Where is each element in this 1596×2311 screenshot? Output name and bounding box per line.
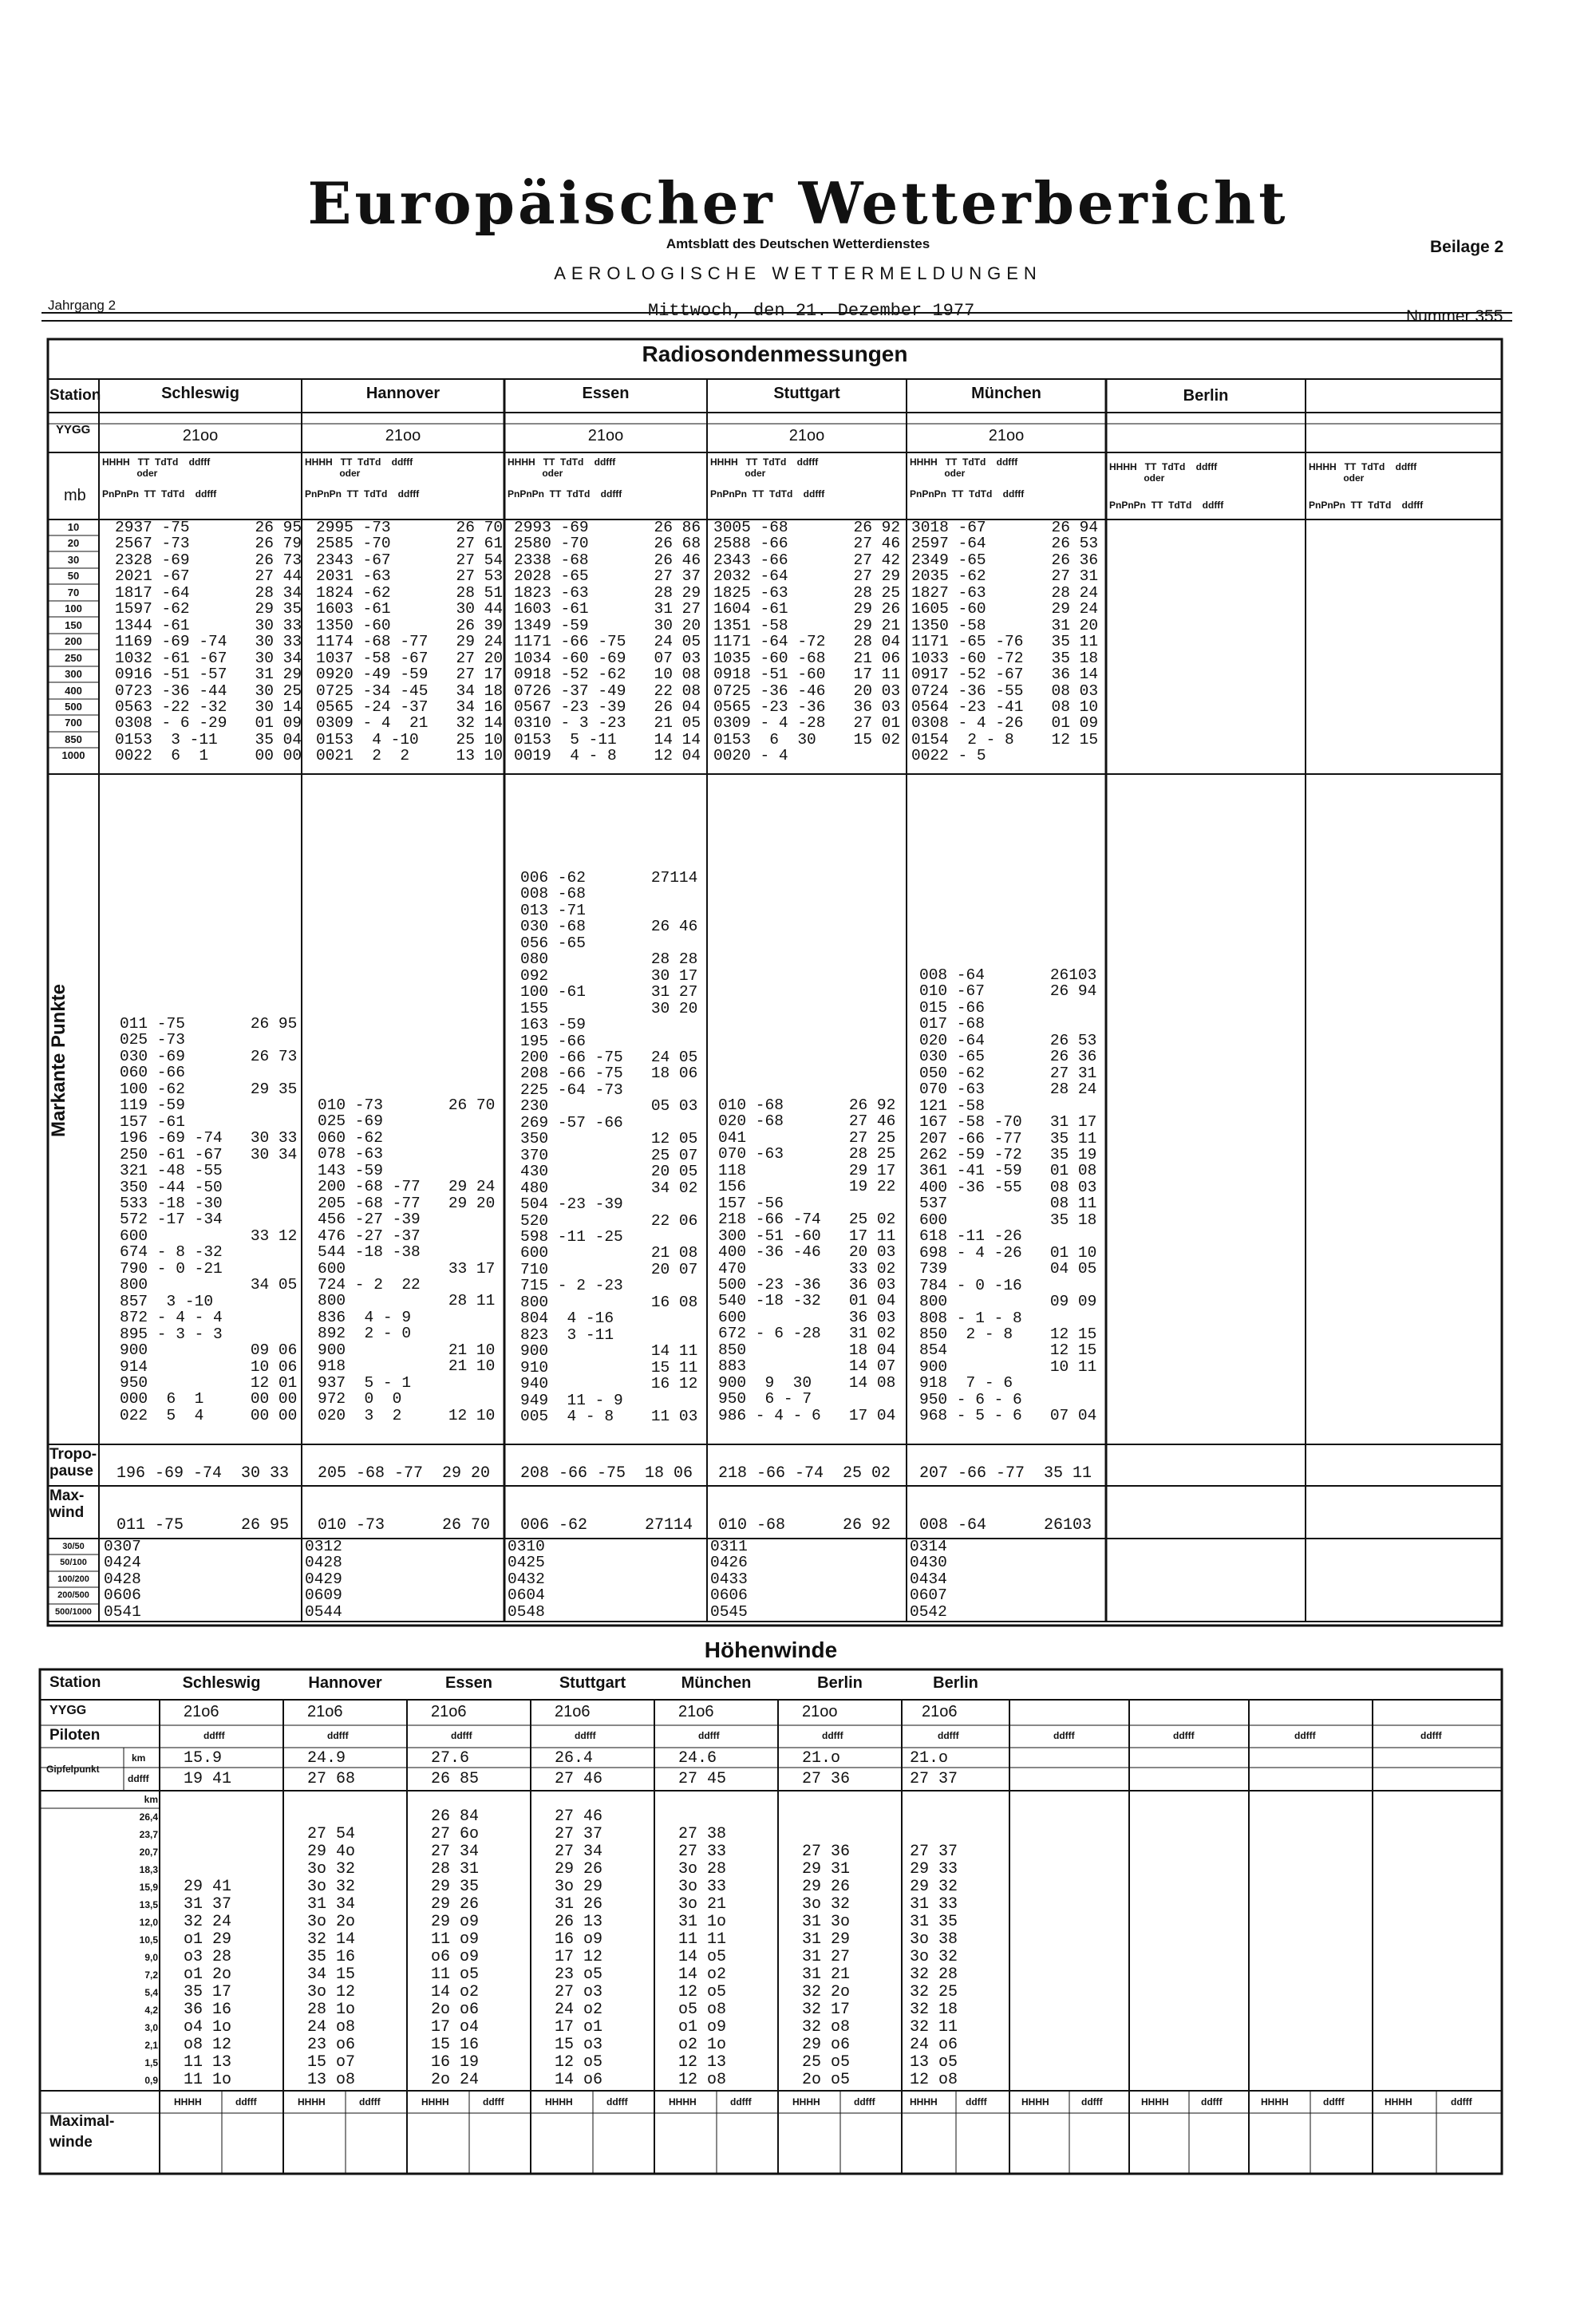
station-name: Berlin <box>1183 387 1229 405</box>
hhhh-head: HHHH <box>421 2096 449 2108</box>
wind-station-name: Schleswig <box>182 1674 261 1692</box>
column-header-bottom: PnPnPn TT TdTd ddfff <box>1309 500 1424 511</box>
hhhh-head: HHHH <box>174 2096 202 2108</box>
gipfel-km: 27.6 <box>431 1749 470 1768</box>
wind-level: 20,7 <box>139 1847 158 1858</box>
wind-station-name: Berlin <box>933 1674 978 1692</box>
wind-values: 27 37 29 33 29 32 31 33 31 35 3o 38 3o 32 32 28 32 25 32 18 32 11 24 o6 13 o5 12 o8 <box>910 1843 958 2089</box>
column-header-bottom: PnPnPn TT TdTd ddfff <box>305 488 420 500</box>
ddfff-head: ddfff <box>938 1730 959 1741</box>
station-shear: 0307 0424 0428 0606 0541 <box>104 1538 141 1621</box>
ddfff-head: ddfff <box>606 2096 628 2108</box>
issue-number: Nummer 355 <box>1406 307 1503 326</box>
station-tropopause: 196 -69 -74 30 33 <box>117 1464 290 1483</box>
level-20: 20 <box>67 537 80 550</box>
yygg-label: YYGG <box>56 423 91 437</box>
ddfff-head: ddfff <box>451 1730 472 1741</box>
ddfff-head: ddfff <box>203 1730 225 1741</box>
station-significant-points: 006 -62 27114 008 -68 013 -71 030 -68 26 46 056 -65 080 28 28 092 30 17 100 -61 31 27 155 30 20 163 -59 195 -66 200 -66 -75 24 05 208 -66 -75 18 06 225 -64 -73 230 05 03 269 -57 -66 350 12 05 370 25 07 430 20 05 480 34 02 504 -23 -39 520 22 06 598 -11 -25 600 21 08 710 20 07 715 - 2 -23 800 16 08 804 4 -16 823 3 -11 900 14 11 910 15 11 940 16 12 949 11 - 9 005 4 - 8 11 03 <box>520 869 698 1425</box>
station-main-levels: 2995 -73 26 70 2585 -70 27 61 2343 -67 27 54 2031 -63 27 53 1824 -62 28 51 1603 -61 30 44 1350 -60 26 39 1174 -68 -77 29 24 1037 -58 -67 27 20 0920 -49 -59 27 17 0725 -34 -45 34 18 0565 -24 -37 34 16 0309 - 4 21 32 14 0153 4 -10 25 10 0021 2 2 13 10 <box>316 519 504 765</box>
column-header-top: HHHH TT TdTd ddfff oder <box>1309 461 1417 484</box>
wind-level: 10,5 <box>139 1934 158 1946</box>
ddfff-head: ddfff <box>966 2096 987 2108</box>
level-400: 400 <box>65 684 82 697</box>
station-shear: 0312 0428 0429 0609 0544 <box>305 1538 342 1621</box>
winds-title: Höhenwinde <box>704 1637 838 1662</box>
wind-station-name: Stuttgart <box>559 1674 626 1692</box>
hhhh-head: HHHH <box>1261 2096 1289 2108</box>
tropopause-label: Tropo- pause <box>49 1446 97 1479</box>
level-70: 70 <box>67 586 80 598</box>
hhhh-head: HHHH <box>1021 2096 1049 2108</box>
level-50: 50 <box>67 570 80 583</box>
wind-station-name: Essen <box>445 1674 492 1692</box>
column-header-top: HHHH TT TdTd ddfff oder <box>508 456 616 479</box>
wind-station-time: 21o6 <box>678 1703 714 1720</box>
station-significant-points: 008 -64 26103 010 -67 26 94 015 -66 017 -68 020 -64 26 53 030 -65 26 36 050 -62 27 31 070 -63 28 24 121 -58 167 -58 -70 31 17 207 -66 -77 35 11 262 -59 -72 35 19 361 -41 -59 01 08 400 -36 -55 08 03 537 08 11 600 35 18 618 -11 -26 698 - 4 -26 01 10 739 04 05 784 - 0 -16 800 09 09 808 - 1 - 8 850 2 - 8 12 15 854 12 15 900 10 11 918 7 - 6 950 - 6 - 6 968 - 5 - 6 07 04 <box>919 966 1097 1425</box>
station-time: 21oo <box>988 427 1025 444</box>
ddfff-head: ddfff <box>1201 2096 1223 2108</box>
station-main-levels: 3005 -68 26 92 2588 -66 27 46 2343 -66 27 42 2032 -64 27 29 1825 -63 28 25 1604 -61 29 26 1351 -58 29 21 1171 -64 -72 28 04 1035 -60 -68 21 06 0918 -51 -60 17 11 0725 -36 -46 20 03 0565 -23 -36 36 03 0309 - 4 -28 27 01 0153 6 30 15 02 0020 - 4 <box>713 519 901 765</box>
mb-label: mb <box>64 487 86 504</box>
wind-level: 18,3 <box>139 1864 158 1875</box>
station-maxwind: 008 -64 26103 <box>919 1516 1092 1535</box>
station-name: Essen <box>582 385 630 402</box>
station-main-levels: 2937 -75 26 95 2567 -73 26 79 2328 -69 26 73 2021 -67 27 44 1817 -64 28 34 1597 -62 29 35 1344 -61 30 33 1169 -69 -74 30 33 1032 -61 -67 30 34 0916 -51 -57 31 29 0723 -36 -44 30 25 0563 -22 -32 30 14 0308 - 6 -29 01 09 0153 3 -11 35 04 0022 6 1 00 00 <box>115 519 302 765</box>
station-significant-points: 010 -68 26 92 020 -68 27 46 041 27 25 070 -63 28 25 118 29 17 156 19 22 157 -56 218 -66 -74 25 02 300 -51 -60 17 11 400 -36 -46 20 03 470 33 02 500 -23 -36 36 03 540 -18 -32 01 04 600 36 03 672 - 6 -28 31 02 850 18 04 883 14 07 900 9 30 14 08 950 6 - 7 986 - 4 - 6 17 04 <box>718 1096 896 1424</box>
shear-30-50: 30/50 <box>62 1542 85 1551</box>
station-tropopause: 207 -66 -77 35 11 <box>919 1464 1092 1483</box>
ddfff-head: ddfff <box>327 1730 349 1741</box>
station-tropopause: 205 -68 -77 29 20 <box>318 1464 491 1483</box>
gipfel-km: 21.o <box>910 1749 949 1768</box>
level-1000: 1000 <box>61 749 85 762</box>
shear-200-500: 200/500 <box>57 1590 89 1601</box>
ddfff-head: ddfff <box>235 2096 257 2108</box>
station-tropopause: 208 -66 -75 18 06 <box>520 1464 693 1483</box>
gipfel-km: 15.9 <box>184 1749 223 1768</box>
pressure-levels <box>48 519 99 764</box>
station-time: 21oo <box>182 427 219 444</box>
wind-values: 27 46 27 37 27 34 29 26 3o 29 31 26 26 13 16 o9 17 12 23 o5 27 o3 24 o2 17 o1 15 o3 12 o5 14 o6 <box>555 1807 603 2089</box>
level-500: 500 <box>65 700 82 713</box>
level-10: 10 <box>67 521 80 533</box>
ddfff-head: ddfff <box>483 2096 504 2108</box>
station-time: 21oo <box>788 427 825 444</box>
column-header-bottom: PnPnPn TT TdTd ddfff <box>710 488 825 500</box>
wind-level: 0,9 <box>144 2075 158 2086</box>
radiosonde-title: Radiosondenmessungen <box>642 342 908 366</box>
station-maxwind: 010 -68 26 92 <box>718 1516 891 1535</box>
hhhh-head: HHHH <box>792 2096 820 2108</box>
wind-level: 2,1 <box>144 2040 158 2051</box>
page-title: Europäischer Wetterbericht <box>307 169 1289 237</box>
ddfff-head: ddfff <box>822 1730 843 1741</box>
column-header-top: HHHH TT TdTd ddfff oder <box>102 456 211 479</box>
ddfff-head: ddfff <box>575 1730 596 1741</box>
gipfel-ddfff: 19 41 <box>184 1770 232 1788</box>
station-tropopause: 218 -66 -74 25 02 <box>718 1464 891 1483</box>
level-100: 100 <box>65 602 82 615</box>
issue-date: Mittwoch, den 21. Dezember 1977 <box>648 301 975 321</box>
supplement-label: Beilage 2 <box>1430 238 1504 256</box>
winds-station-label: Station <box>49 1674 101 1691</box>
ddfff-head: ddfff <box>1081 2096 1103 2108</box>
gipfel-ddfff: 27 45 <box>678 1770 727 1788</box>
wind-level: 12,0 <box>139 1917 158 1928</box>
wind-values: 27 54 29 4o 3o 32 3o 32 31 34 3o 2o 32 14 35 16 34 15 3o 12 28 1o 24 o8 23 o6 15 o7 13 o8 <box>307 1825 356 2089</box>
wind-station-time: 21o6 <box>431 1703 467 1720</box>
shear-100-200: 100/200 <box>57 1574 89 1584</box>
ddfff-head: ddfff <box>1323 2096 1345 2108</box>
ddfff-head: ddfff <box>359 2096 381 2108</box>
shear-50-100: 50/100 <box>60 1558 87 1568</box>
station-maxwind: 010 -73 26 70 <box>318 1516 491 1535</box>
wind-values: 29 41 31 37 32 24 o1 29 o3 28 o1 2o 35 17 36 16 o4 1o o8 12 11 13 11 1o <box>184 1878 232 2089</box>
wind-level: km <box>144 1794 158 1805</box>
column-header-top: HHHH TT TdTd ddfff oder <box>305 456 413 479</box>
station-significant-points: 011 -75 26 95 025 -73 030 -69 26 73 060 -66 100 -62 29 35 119 -59 157 -61 196 -69 -74 30 33 250 -61 -67 30 34 321 -48 -55 350 -44 -50 533 -18 -30 572 -17 -34 600 33 12 674 - 8 -32 790 - 0 -21 800 34 05 857 3 -10 872 - 4 - 4 895 - 3 - 3 900 09 06 914 10 06 950 12 01 000 6 1 00 00 022 5 4 00 00 <box>120 1015 298 1424</box>
level-850: 850 <box>65 733 82 745</box>
wind-level: 4,2 <box>144 2005 158 2016</box>
wind-station-time: 21o6 <box>555 1703 591 1720</box>
wind-station-name: Berlin <box>817 1674 863 1692</box>
station-name: Stuttgart <box>773 385 840 402</box>
ddfff-head: ddfff <box>854 2096 875 2108</box>
wind-station-name: Hannover <box>308 1674 382 1692</box>
column-header-top: HHHH TT TdTd ddfff oder <box>910 456 1018 479</box>
gipfel-km: 26.4 <box>555 1749 594 1768</box>
gipfel-ddfff-label: ddfff <box>128 1773 149 1784</box>
maxwind-label: Max- wind <box>49 1487 85 1521</box>
wind-level: 26,4 <box>139 1811 158 1823</box>
wind-level: 5,4 <box>144 1987 158 1998</box>
station-main-levels: 3018 -67 26 94 2597 -64 26 53 2349 -65 26 36 2035 -62 27 31 1827 -63 28 24 1605 -60 29 24 1350 -58 31 20 1171 -65 -76 35 11 1033 -60 -72 35 18 0917 -52 -67 36 14 0724 -36 -55 08 03 0564 -23 -41 08 10 0308 - 4 -26 01 09 0154 2 - 8 12 15 0022 - 5 <box>911 519 1099 765</box>
station-maxwind: 011 -75 26 95 <box>117 1516 290 1535</box>
ddfff-head: ddfff <box>698 1730 720 1741</box>
gipfel-ddfff: 27 46 <box>555 1770 603 1788</box>
station-name: München <box>971 385 1041 402</box>
station-label: Station <box>49 387 101 404</box>
wind-level: 9,0 <box>144 1952 158 1963</box>
gipfel-ddfff: 27 36 <box>802 1770 851 1788</box>
hhhh-head: HHHH <box>298 2096 326 2108</box>
volume-label: Jahrgang 2 <box>48 298 117 313</box>
level-300: 300 <box>65 668 82 681</box>
station-name: Hannover <box>365 385 440 402</box>
wind-values: 27 36 29 31 29 26 3o 32 31 3o 31 29 31 27 31 21 32 2o 32 17 32 o8 29 o6 25 o5 2o o5 <box>802 1843 851 2089</box>
gipfel-km: 24.9 <box>307 1749 346 1768</box>
section-heading: AEROLOGISCHE WETTERMELDUNGEN <box>554 263 1042 283</box>
column-header-bottom: PnPnPn TT TdTd ddfff <box>102 488 217 500</box>
gipfelpunkt-label: Gipfelpunkt <box>46 1764 100 1775</box>
maximalwinde-label: Maximal- winde <box>49 2113 115 2151</box>
wind-level: 13,5 <box>139 1899 158 1910</box>
column-header-bottom: PnPnPn TT TdTd ddfff <box>508 488 622 500</box>
station-main-levels: 2993 -69 26 86 2580 -70 26 68 2338 -68 26 46 2028 -65 27 37 1823 -63 28 29 1603 -61 31 27 1349 -59 30 20 1171 -66 -75 24 05 1034 -60 -69 07 03 0918 -52 -62 10 08 0726 -37 -49 22 08 0567 -23 -39 26 04 0310 - 3 -23 21 05 0153 5 -11 14 14 0019 4 - 8 12 04 <box>514 519 701 765</box>
hhhh-head: HHHH <box>545 2096 573 2108</box>
column-header-top: HHHH TT TdTd ddfff oder <box>710 456 819 479</box>
station-maxwind: 006 -62 27114 <box>520 1516 693 1535</box>
ddfff-head: ddfff <box>730 2096 752 2108</box>
column-header-bottom: PnPnPn TT TdTd ddfff <box>1109 500 1224 511</box>
wind-station-time: 21o6 <box>922 1703 958 1720</box>
markante-punkte-label: Markante Punkte <box>48 983 69 1138</box>
station-name: Schleswig <box>161 385 239 402</box>
ddfff-head: ddfff <box>1053 1730 1075 1741</box>
piloten-label: Piloten <box>49 1727 101 1744</box>
ddfff-head: ddfff <box>1451 2096 1472 2108</box>
station-time: 21oo <box>385 427 421 444</box>
ddfff-head: ddfff <box>1173 1730 1195 1741</box>
station-significant-points: 010 -73 26 70 025 -69 060 -62 078 -63 143 -59 200 -68 -77 29 24 205 -68 -77 29 20 456 -27 -39 476 -27 -37 544 -18 -38 600 33 17 724 - 2 22 800 28 11 836 4 - 9 892 2 - 0 900 21 10 918 21 10 937 5 - 1 972 0 0 020 3 2 12 10 <box>318 1096 496 1424</box>
gipfel-ddfff: 27 37 <box>910 1770 958 1788</box>
level-700: 700 <box>65 717 82 729</box>
wind-level: 23,7 <box>139 1829 158 1840</box>
shear-levels <box>48 1539 99 1620</box>
winds-yygg-label: YYGG <box>49 1704 87 1717</box>
level-30: 30 <box>67 553 80 566</box>
gipfel-ddfff: 27 68 <box>307 1770 356 1788</box>
wind-station-name: München <box>681 1674 752 1692</box>
column-header-top: HHHH TT TdTd ddfff oder <box>1109 461 1218 484</box>
wind-level: 3,0 <box>144 2022 158 2033</box>
hhhh-head: HHHH <box>1141 2096 1169 2108</box>
ddfff-head: ddfff <box>1294 1730 1316 1741</box>
shear-500-1000: 500/1000 <box>55 1606 92 1617</box>
wind-station-time: 21o6 <box>307 1703 343 1720</box>
hhhh-head: HHHH <box>910 2096 938 2108</box>
wind-values: 26 84 27 6o 27 34 28 31 29 35 29 26 29 o9 11 o9 o6 o9 11 o5 14 o2 2o o6 17 o4 15 16 16 19 2o 24 <box>431 1807 480 2089</box>
gipfel-km: 21.o <box>802 1749 841 1768</box>
station-shear: 0310 0425 0432 0604 0548 <box>508 1538 545 1621</box>
hhhh-head: HHHH <box>669 2096 697 2108</box>
level-250: 250 <box>65 651 82 664</box>
hhhh-head: HHHH <box>1385 2096 1412 2108</box>
wind-levels <box>88 1791 158 2089</box>
subtitle: Amtsblatt des Deutschen Wetterdienstes <box>666 236 930 251</box>
station-shear: 0314 0430 0434 0607 0542 <box>910 1538 947 1621</box>
level-200: 200 <box>65 635 82 648</box>
ddfff-head: ddfff <box>1420 1730 1442 1741</box>
station-time: 21oo <box>587 427 624 444</box>
wind-level: 1,5 <box>144 2057 158 2068</box>
wind-level: 7,2 <box>144 1969 158 1981</box>
gipfel-ddfff: 26 85 <box>431 1770 480 1788</box>
wind-level: 15,9 <box>139 1882 158 1893</box>
level-150: 150 <box>65 618 82 631</box>
station-shear: 0311 0426 0433 0606 0545 <box>710 1538 748 1621</box>
wind-values: 27 38 27 33 3o 28 3o 33 3o 21 31 1o 11 11 14 o5 14 o2 12 o5 o5 o8 o1 o9 o2 1o 12 13 12 o8 <box>678 1825 727 2089</box>
gipfel-km-label: km <box>132 1752 146 1764</box>
gipfel-km: 24.6 <box>678 1749 717 1768</box>
wind-station-time: 21o6 <box>184 1703 219 1720</box>
wind-station-time: 21oo <box>802 1703 838 1720</box>
column-header-bottom: PnPnPn TT TdTd ddfff <box>910 488 1025 500</box>
